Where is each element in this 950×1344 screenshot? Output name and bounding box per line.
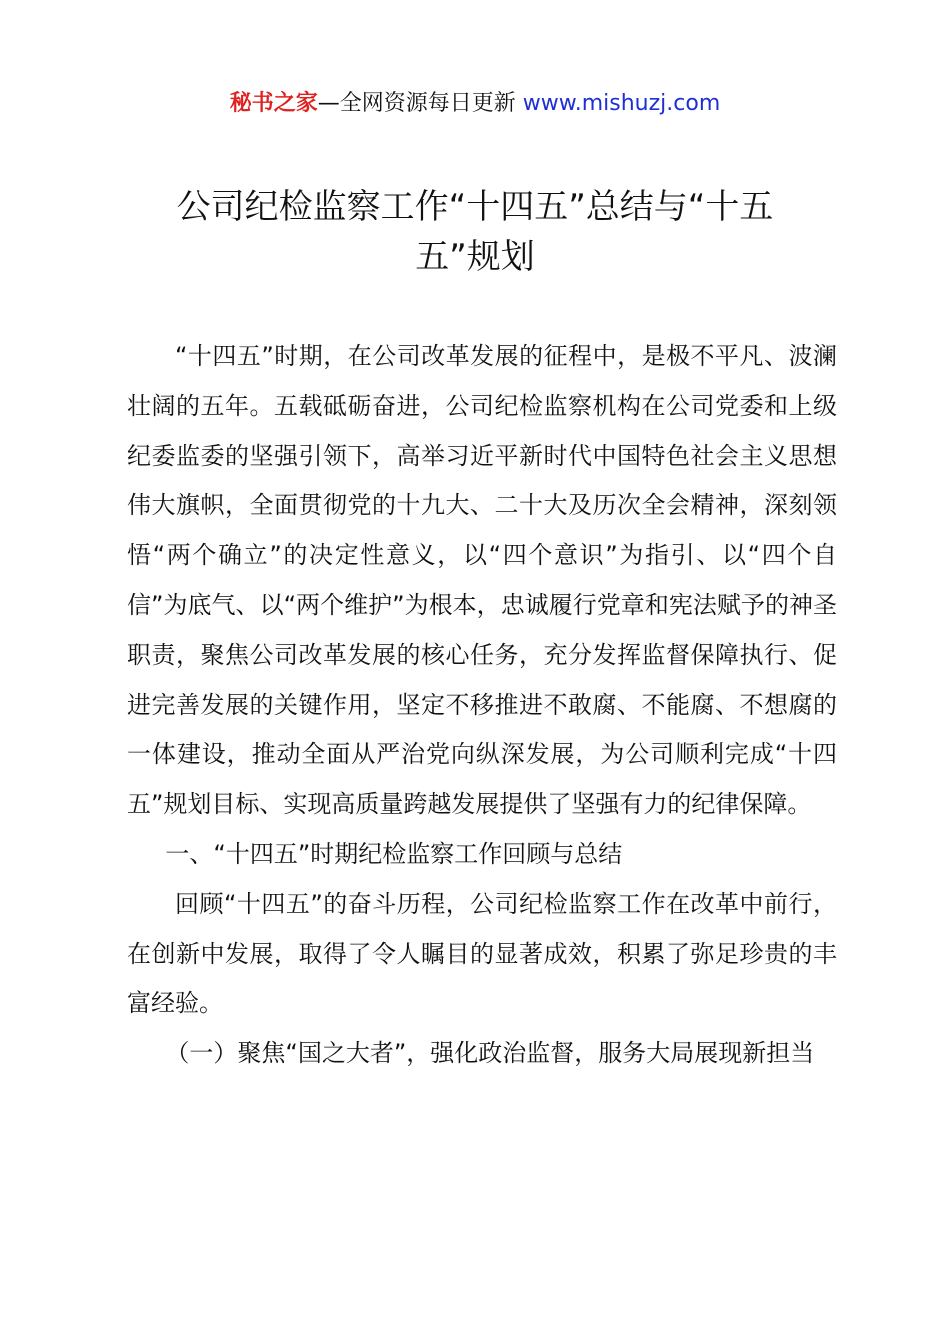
subsection-heading-1: （一）聚焦“国之大者”，强化政治监督，服务大局展现新担当 [165,1039,815,1068]
brand-name: 秘书之家 [229,91,318,116]
intro-paragraph: “十四五”时期，在公司改革发展的征程中，是极不平凡、波澜壮阔的五年。五载砥砺奋进，公司纪检监察机构在公司党委和上级纪委监委的坚强引领下，高举习近平新时代中国特色社会主义思想伟大旗帜，全面贯彻党的十九大、二十大及历次全会精神，深刻领悟“两个确立”的决定性意义，以“四个意识”为指引、以“四个自信”为底气、以“两个维护”为根本，忠诚履行党章和宪法赋予的神圣职责，聚焦公司改革发展的核心任务，充分发挥监督保障执行、促进完善发展的关键作用，坚定不移推进不敢腐、不能腐、不想腐的一体建设，推动全面从严治党向纵深发展，为公司顺利完成“十四五”规划目标、实现高质量跨越发展提供了坚强有力的纪律保障。 [127,342,837,819]
site-header [0,88,950,120]
document-title [120,182,830,282]
section-1-paragraph: 回顾“十四五”的奋斗历程，公司纪检监察工作在改革中前行，在创新中发展，取得了令人瞩目的显著成效，积累了弥足珍贵的丰富经验。 [127,889,837,1018]
document-title-line-1: 公司纪检监察工作“十四五”总结与“十五 [176,187,774,227]
section-heading-1: 一、“十四五”时期纪检监察工作回顾与总结 [165,839,623,868]
header-tagline: —全网资源每日更新 [317,91,523,116]
document-title-line-2: 五”规划 [415,237,535,277]
site-url-link[interactable]: www.mishuzj.com [522,91,721,116]
document-body [127,332,837,1079]
